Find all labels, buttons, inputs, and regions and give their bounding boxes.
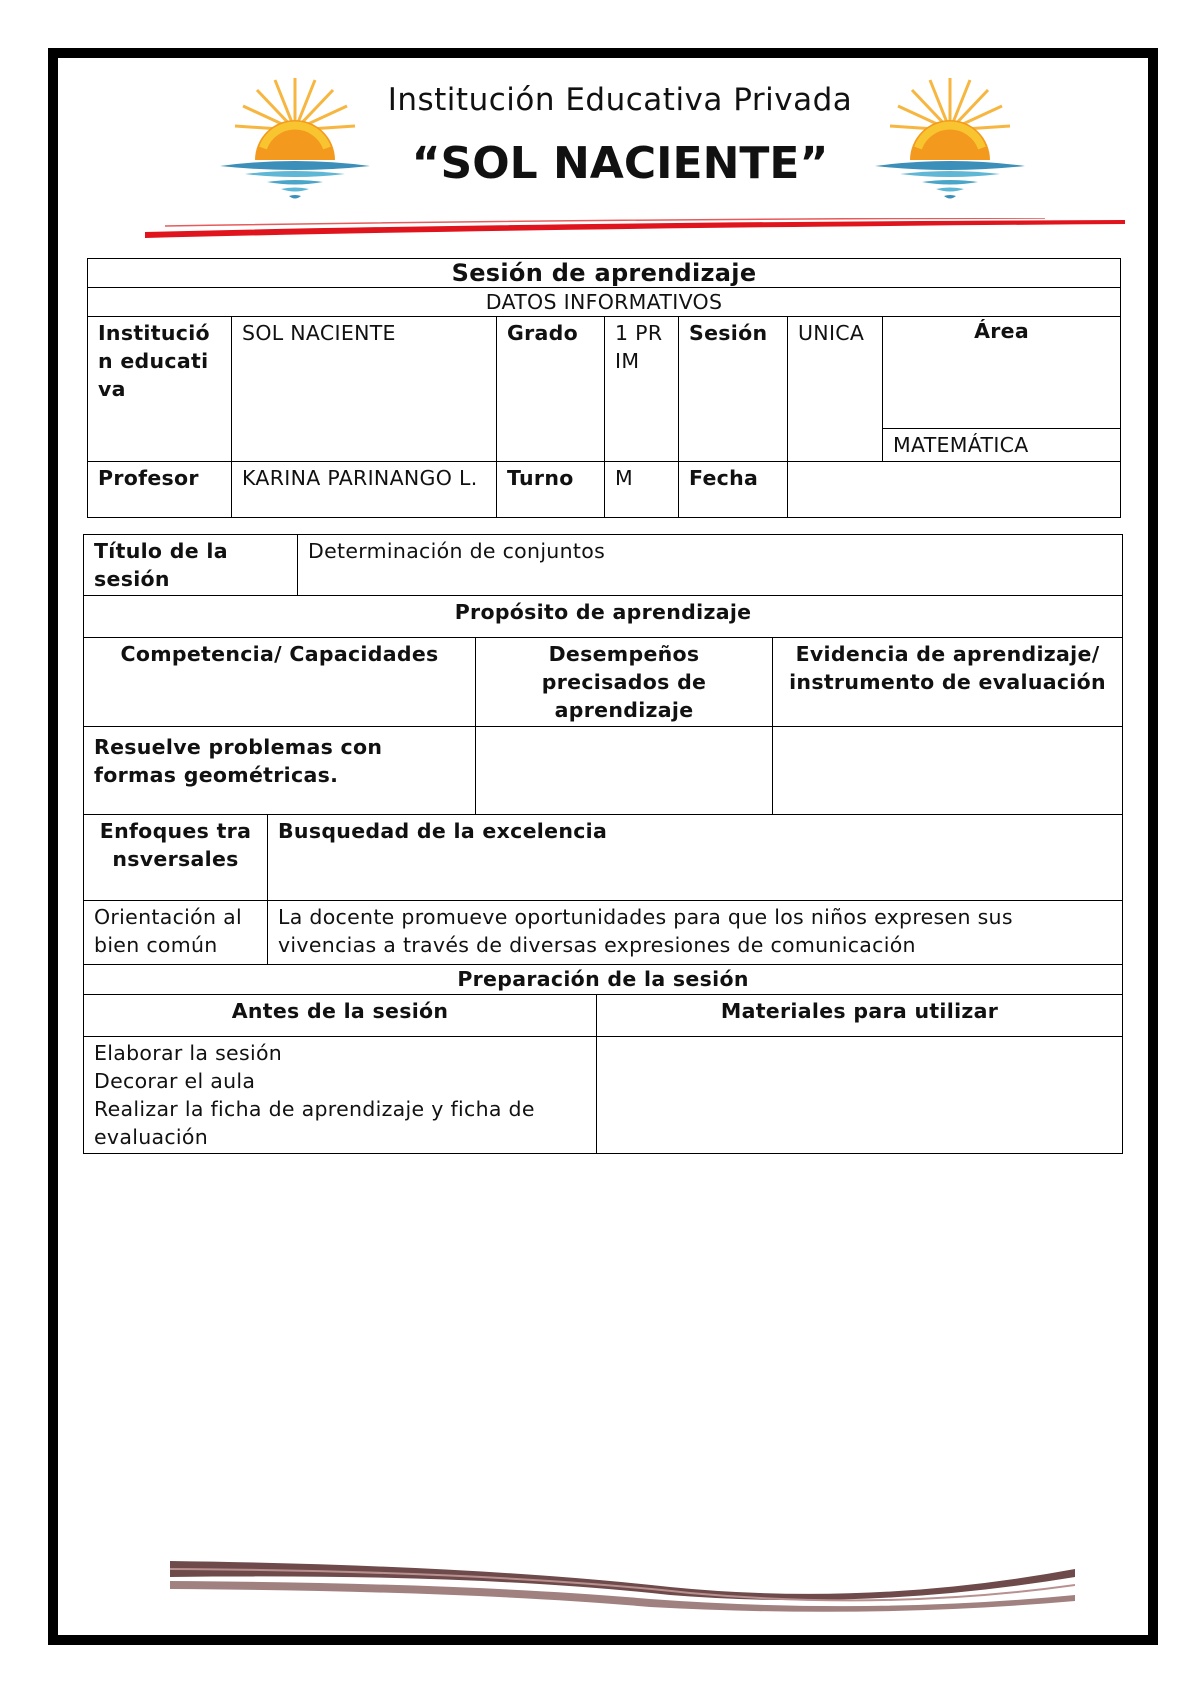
materiales-header: Materiales para utilizar (597, 995, 1123, 1037)
sesion-value: UNICA (788, 317, 883, 462)
area-value: MATEMÁTICA (883, 429, 1121, 462)
desempenos-value (476, 727, 773, 815)
proposito-heading: Propósito de aprendizaje (84, 596, 1123, 638)
materiales-value (597, 1037, 1123, 1154)
enfoques-label: Enfoques transversales (84, 815, 268, 901)
fecha-label: Fecha (679, 462, 788, 518)
titulo-value: Determinación de conjuntos (298, 535, 1123, 596)
evidencia-value (773, 727, 1123, 815)
orientacion-label: Orientación al bien común (84, 901, 268, 965)
profesor-label: Profesor (88, 462, 232, 518)
decorative-wave-icon (170, 1555, 1075, 1615)
grado-label: Grado (497, 317, 605, 462)
antes-list (84, 1037, 597, 1154)
list-item: Realizar la ficha de aprendizaje y ficha de evaluación (94, 1097, 535, 1149)
session-heading: Sesión de aprendizaje (88, 259, 1121, 288)
area-label: Área (883, 317, 1121, 429)
datos-heading: DATOS INFORMATIVOS (88, 288, 1121, 317)
preparacion-heading: Preparación de la sesión (84, 965, 1123, 995)
sesion-label: Sesión (679, 317, 788, 462)
institution-name: “SOL NACIENTE” (411, 138, 829, 189)
competencia-value: Resuelve problemas con formas geométricas. (84, 727, 476, 815)
profesor-value: KARINA PARINANGO L. (232, 462, 497, 518)
list-item: Elaborar la sesión (94, 1041, 283, 1065)
turno-value: M (605, 462, 679, 518)
institution-type: Institución Educativa Privada (387, 82, 853, 118)
desempenos-header: Desempeños precisados de aprendizaje (476, 638, 773, 727)
institucion-label: Institución educativa (88, 317, 232, 462)
institucion-value: SOL NACIENTE (232, 317, 497, 462)
turno-label: Turno (497, 462, 605, 518)
orientacion-value: La docente promueve oportunidades para que los niños expresen sus vivencias a través de diversas expresiones de comunicación (268, 901, 1123, 965)
session-table (83, 534, 1123, 1154)
competencia-header: Competencia/ Capacidades (84, 638, 476, 727)
red-underline-decoration (145, 218, 1125, 240)
list-item: Decorar el aula (94, 1069, 256, 1093)
antes-header: Antes de la sesión (84, 995, 597, 1037)
titulo-label: Título de la sesión (84, 535, 298, 596)
grado-value: 1 PRIM (605, 317, 679, 462)
fecha-value (788, 462, 1121, 518)
datos-informativos-table (87, 258, 1121, 518)
evidencia-header: Evidencia de aprendizaje/ instrumento de evaluación (773, 638, 1123, 727)
enfoques-value: Busquedad de la excelencia (268, 815, 1123, 901)
